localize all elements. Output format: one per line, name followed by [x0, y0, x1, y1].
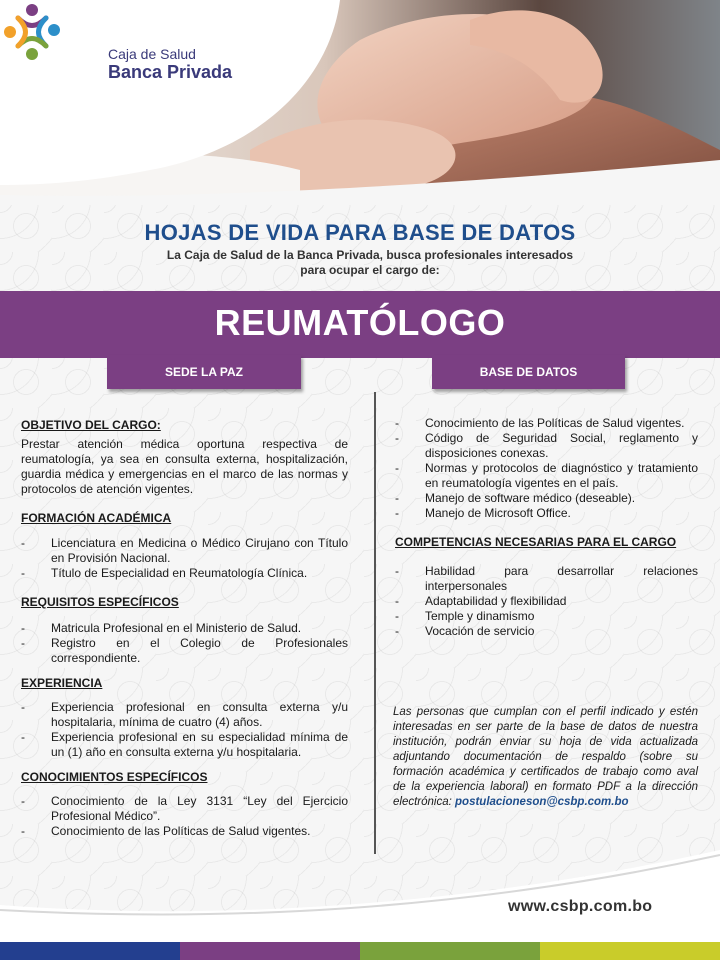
closing-paragraph: [393, 705, 698, 810]
stripe-green: [360, 942, 540, 960]
list-item: - Conocimiento de las Políticas de Salud vigentes.: [21, 824, 348, 839]
left-column: [21, 418, 348, 839]
list-item: - Conocimiento de la Ley 3131 “Ley del Ejercicio Profesional Médico”.: [21, 794, 348, 824]
list-item: - Manejo de Microsoft Office.: [395, 506, 698, 521]
list-item: - Manejo de software médico (deseable).: [395, 491, 698, 506]
page-subtitle: [140, 248, 600, 278]
database-tag: BASE DE DATOS: [432, 355, 625, 389]
header-white-wave: [0, 0, 720, 205]
list-item: - Matricula Profesional en el Ministerio de Salud.: [21, 621, 348, 636]
competencias-heading: COMPETENCIAS NECESARIAS PARA EL CARGO: [395, 535, 677, 549]
page-title: HOJAS DE VIDA PARA BASE DE DATOS: [144, 220, 576, 245]
experiencia-heading: EXPERIENCIA: [21, 676, 103, 690]
competencias-list: [395, 564, 698, 639]
logo-icon: [0, 0, 64, 64]
experiencia-list: [21, 700, 348, 760]
logo-text-small: Caja de Salud: [108, 46, 196, 62]
conocimientos-list: [21, 794, 348, 839]
stripe-yellow: [540, 942, 720, 960]
list-item: - Título de Especialidad en Reumatología Clínica.: [21, 566, 348, 581]
footer-wave: [0, 850, 720, 942]
position-title: REUMATÓLOGO: [214, 302, 506, 343]
location-tag: SEDE LA PAZ: [107, 355, 301, 389]
list-item: - Conocimiento de las Políticas de Salud vigentes.: [395, 416, 698, 431]
stripe-purple: [180, 942, 360, 960]
stripe-blue: [0, 942, 180, 960]
contact-email[interactable]: postulacioneson@csbp.com.bo: [455, 796, 629, 808]
list-item: - Habilidad para desarrollar relaciones interpersonales: [395, 564, 698, 594]
list-item: - Código de Seguridad Social, reglamento y disposiciones conexas.: [395, 431, 698, 461]
formacion-heading: FORMACIÓN ACADÉMICA: [21, 511, 172, 525]
column-divider: [374, 392, 376, 854]
closing-text: Las personas que cumplan con el perfil indicado y estén interesadas en ser parte de la base de datos de nuestra institución, podrán enviar su hoja de vida actualizada adjuntando documentación de respaldo (sobre su formación académica y certificados de trabajo como aval de la experiencia laboral) en formato PDF a la dirección electrónica:: [393, 706, 698, 808]
right-column: [395, 416, 698, 639]
objetivo-heading: OBJETIVO DEL CARGO:: [21, 418, 161, 432]
formacion-list: [21, 536, 348, 581]
subtitle-line-1: La Caja de Salud de la Banca Privada, busca profesionales interesados: [166, 248, 574, 262]
list-item: - Experiencia profesional en su especialidad mínima de un (1) año en consulta externa y/u hospitalaria.: [21, 730, 348, 760]
list-item: - Adaptabilidad y flexibilidad: [395, 594, 698, 609]
list-item: - Registro en el Colegio de Profesionales correspondiente.: [21, 636, 348, 666]
footer-color-stripes: [0, 942, 720, 960]
requisitos-list: [21, 621, 348, 666]
requisitos-heading: REQUISITOS ESPECÍFICOS: [21, 595, 179, 609]
header-photo: [0, 0, 720, 205]
list-item: - Licenciatura en Medicina o Médico Cirujano con Título en Provisión Nacional.: [21, 536, 348, 566]
objetivo-text: Prestar atención médica oportuna respectiva de reumatología, ya sea en consulta externa, hospitalización, guardia médica y emergencias en el marco de las normas y protocolos de atención vigentes.: [21, 437, 348, 496]
website-link[interactable]: www.csbp.com.bo: [508, 898, 653, 915]
list-item: - Normas y protocolos de diagnóstico y tratamiento en reumatología vigentes en el país.: [395, 461, 698, 491]
list-item: - Vocación de servicio: [395, 624, 698, 639]
conocimientos-heading: CONOCIMIENTOS ESPECÍFICOS: [21, 770, 208, 784]
logo-text-big: Banca Privada: [108, 62, 233, 82]
subtitle-line-2: para ocupar el cargo de:: [300, 263, 440, 277]
list-item: - Experiencia profesional en consulta externa y/u hospitalaria, mínima de cuatro (4) años.: [21, 700, 348, 730]
conocimientos-continued-list: [395, 416, 698, 521]
list-item: - Temple y dinamismo: [395, 609, 698, 624]
